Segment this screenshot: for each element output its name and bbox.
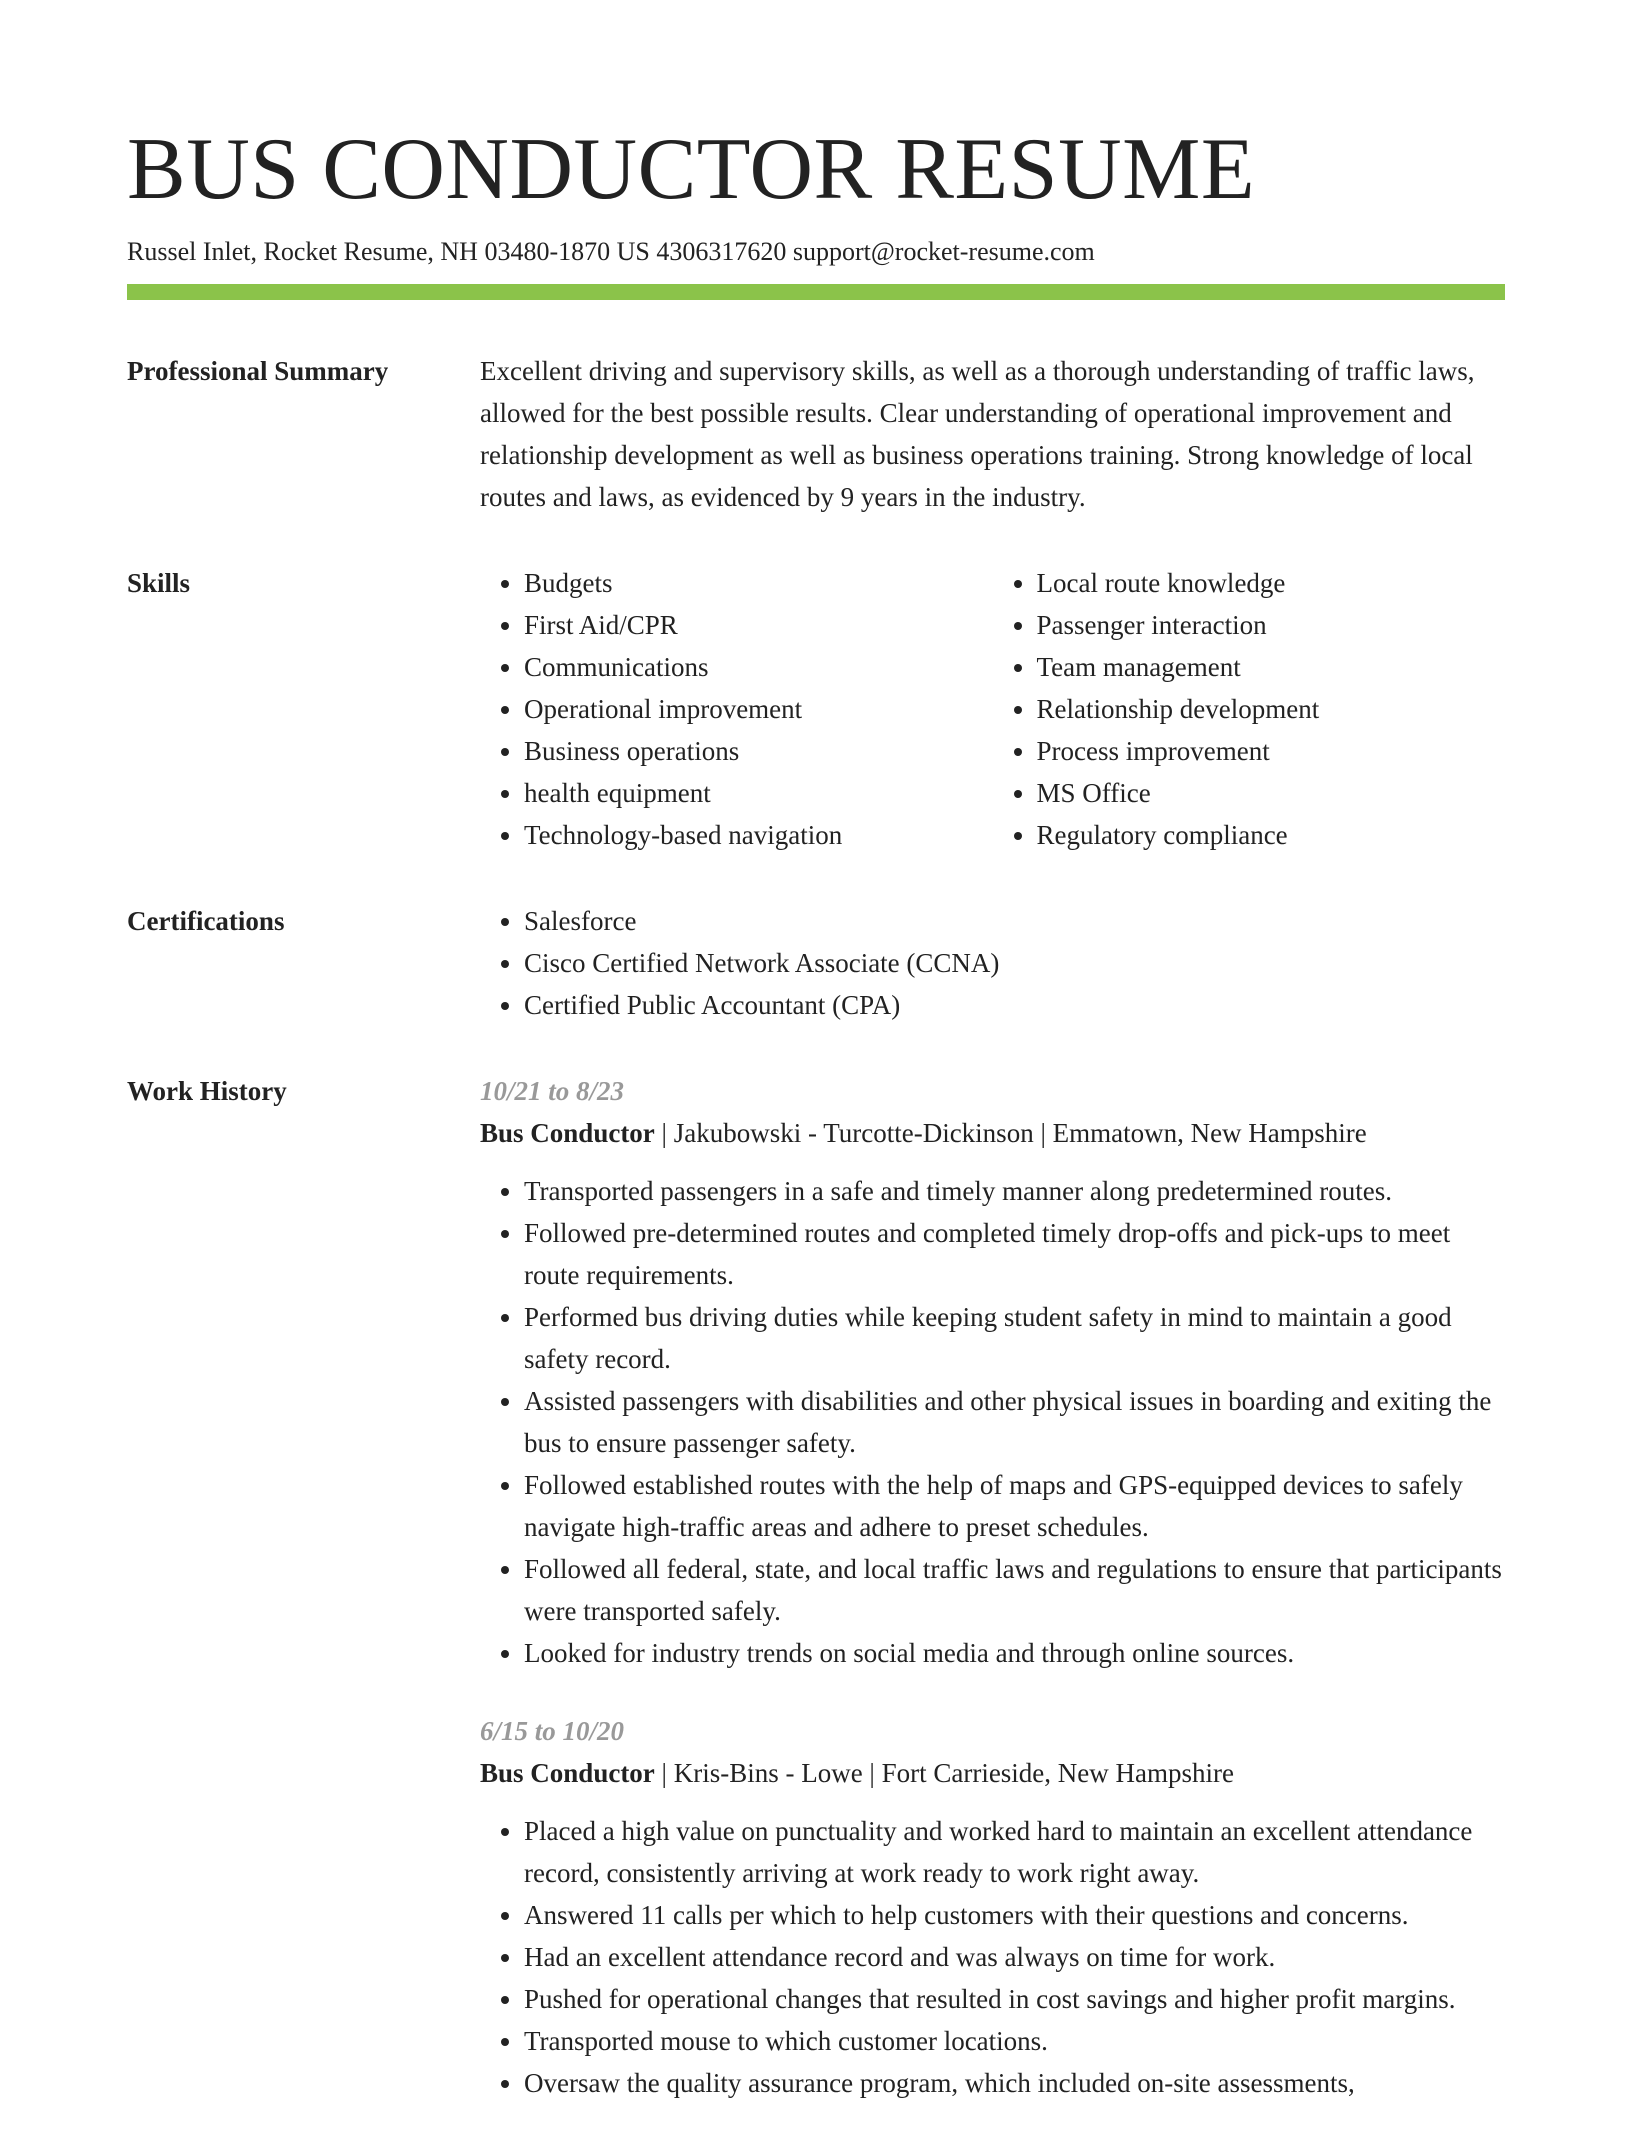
job-title-line [480,1752,1505,1794]
certification-item: • Salesforce [524,900,1505,942]
certifications-list [480,900,1505,1026]
skill-item: • Local route knowledge [1037,562,1506,604]
job-title-line [480,1112,1505,1154]
job-duty: • Placed a high value on punctuality and worked hard to maintain an excellent attendance record, consistently arriving at work ready to work right away. [524,1810,1505,1894]
job-duty: • Followed established routes with the help of maps and GPS-equipped devices to safely navigate high-traffic areas and adhere to preset schedules. [524,1464,1505,1548]
job-entry [480,1070,1505,1674]
job-dates: 10/21 to 8/23 [480,1076,625,1106]
skill-item: • health equipment [524,772,993,814]
contact-line: Russel Inlet, Rocket Resume, NH 03480-1870 US 4306317620 support@rocket-resume.com [127,237,1095,266]
job-duty: • Looked for industry trends on social media and through online sources. [524,1632,1505,1674]
job-employer-details: | Jakubowski - Turcotte-Dickinson | Emmatown, New Hampshire [654,1118,1367,1148]
job-duty: • Transported mouse to which customer locations. [524,2020,1505,2062]
job-duty: • Had an excellent attendance record and was always on time for work. [524,1936,1505,1978]
section-body [480,900,1505,1026]
job-duty: • Assisted passengers with disabilities and other physical issues in boarding and exiting the bus to ensure passenger safety. [524,1380,1505,1464]
job-duty: • Oversaw the quality assurance program, which included on-site assessments, [524,2062,1505,2104]
job-duty: • Followed pre-determined routes and completed timely drop-offs and pick-ups to meet route requirements. [524,1212,1505,1296]
skill-item: • Process improvement [1037,730,1506,772]
skill-item: • Budgets [524,562,993,604]
job-duty: • Performed bus driving duties while keeping student safety in mind to maintain a good safety record. [524,1296,1505,1380]
skills-grid [480,562,1505,856]
section-body [480,350,1505,518]
header-divider [127,284,1505,300]
job-duties-list [480,1810,1505,2104]
job-employer-details: | Kris-Bins - Lowe | Fort Carrieside, New Hampshire [654,1758,1234,1788]
job-duty: • Followed all federal, state, and local traffic laws and regulations to ensure that participants were transported safely. [524,1548,1505,1632]
skill-item: • Business operations [524,730,993,772]
section-heading: Certifications [127,906,285,936]
job-duty: • Pushed for operational changes that resulted in cost savings and higher profit margins. [524,1978,1505,2020]
job-duty: • Answered 11 calls per which to help customers with their questions and concerns. [524,1894,1505,1936]
certifications-section [127,900,1505,1026]
job-role: Bus Conductor [480,1758,655,1788]
job-dates: 6/15 to 10/20 [480,1716,625,1746]
work-history-section [127,1070,1505,2140]
summary-text: Excellent driving and supervisory skills, as well as a thorough understanding of traffic laws, allowed for the best possible results. Clear understanding of operational improvement and relationship development as well as business operations training. Strong knowledge of local routes and laws, as evidenced by 9 years in the industry. [480,356,1475,512]
resume-title: BUS CONDUCTOR RESUME [127,121,1256,218]
job-entry [480,1710,1505,2104]
section-heading: Work History [127,1076,287,1106]
skill-item: • Communications [524,646,993,688]
skills-list-left [480,562,993,856]
skill-item: • First Aid/CPR [524,604,993,646]
job-duty: • Transported passengers in a safe and timely manner along predetermined routes. [524,1170,1505,1212]
skill-item: • Relationship development [1037,688,1506,730]
skills-section [127,562,1505,856]
skill-item: • Passenger interaction [1037,604,1506,646]
job-duties-list [480,1170,1505,1674]
skills-list-right [993,562,1506,856]
skill-item: • Team management [1037,646,1506,688]
professional-summary-section [127,350,1505,518]
certification-item: • Cisco Certified Network Associate (CCNA) [524,942,1505,984]
skill-item: • Technology-based navigation [524,814,993,856]
skill-item: • MS Office [1037,772,1506,814]
section-body [480,1070,1505,2140]
certification-item: • Certified Public Accountant (CPA) [524,984,1505,1026]
job-role: Bus Conductor [480,1118,655,1148]
skill-item: • Operational improvement [524,688,993,730]
section-heading: Professional Summary [127,356,389,386]
section-heading: Skills [127,568,191,598]
skill-item: • Regulatory compliance [1037,814,1506,856]
